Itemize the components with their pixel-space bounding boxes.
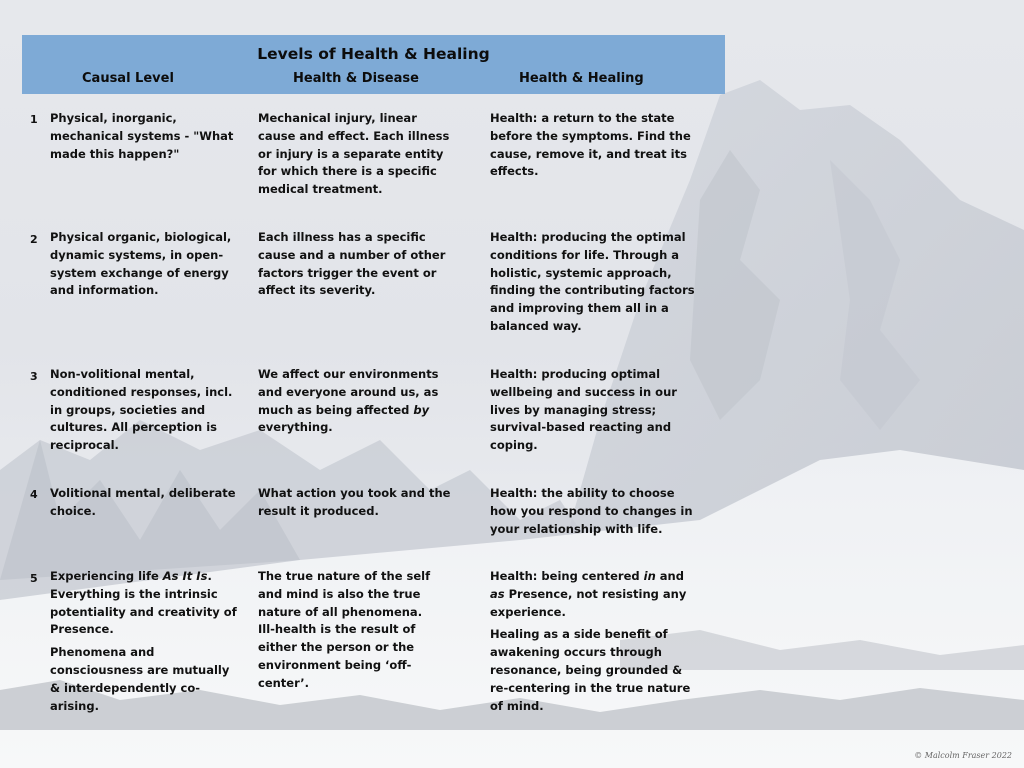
health-healing-text: Health: a return to the state before the symptoms. Find the cause, remove it, and treat its effects. [490,111,691,179]
page-title: Levels of Health & Healing [257,45,490,63]
column-header-causal-level: Causal Level [82,71,174,86]
row-number: 5 [30,572,38,585]
italic-text: as [490,586,505,601]
health-disease-paragraph: The true nature of the self and mind is also the true nature of all phenomena. [258,569,431,619]
health-disease-text: Each illness has a specific cause and a number of other factors trigger the event or affect its severity. [258,230,446,298]
row-number: 1 [30,113,38,126]
health-healing-text: Health: producing optimal wellbeing and success in our lives by managing stress; survival-based reacting and coping. [490,367,677,453]
text-span: Experiencing life [50,569,163,583]
causal-level-text [50,568,240,715]
health-healing-text: Health: the ability to choose how you respond to changes in your relationship with life. [490,486,693,536]
text-span: . Everything is the intrinsic potentiality and creativity of Presence. [50,569,237,637]
health-disease-paragraph-2: Ill-health is the result of either the person or the environment being ‘off-center’. [258,622,416,690]
copyright-notice: © Malcolm Fraser 2022 [914,751,1012,760]
health-healing-paragraph [490,568,700,621]
table-header [22,35,725,94]
causal-level-paragraph-2: Phenomena and consciousness are mutually & interdependently co-arising. [50,645,230,713]
italic-text: As It Is [162,569,208,583]
column-header-health-disease: Health & Disease [293,71,419,86]
health-disease-text [258,568,458,693]
causal-level-text: Non-volitional mental, conditioned responses, incl. in groups, societies and cultures. All perception is reciprocal. [50,367,233,453]
health-disease-text: What action you took and the result it produced. [258,486,451,518]
text-span: and [655,569,684,583]
row-number: 3 [30,370,38,383]
text-span: Health: being centered [490,569,644,583]
row-number: 2 [30,233,38,246]
causal-level-text: Volitional mental, deliberate choice. [50,486,236,518]
text-span: We affect our environments and everyone around us, as much as being affected [258,367,439,417]
causal-level-paragraph [50,568,240,639]
health-disease-text [258,366,458,437]
italic-text: in [643,569,656,583]
health-healing-text [490,568,700,715]
health-healing-paragraph-2: Healing as a side benefit of awakening occurs through resonance, being grounded & re-centering in the true nature of mind. [490,627,691,713]
health-disease-text: Mechanical injury, linear cause and effect. Each illness or injury is a separate entity for which there is a specific medical treatment. [258,111,450,197]
row-number: 4 [30,488,38,501]
text-span: everything. [258,420,333,435]
text-span: Presence, not resisting any experience. [490,586,687,619]
column-header-health-healing: Health & Healing [519,71,644,86]
italic-text: by [413,402,430,417]
causal-level-text: Physical organic, biological, dynamic systems, in open-system exchange of energy and information. [50,230,232,298]
health-healing-text: Health: producing the optimal conditions for life. Through a holistic, systemic approach, finding the contributing factors and improving them all in a balanced way. [490,230,695,333]
causal-level-text: Physical, inorganic, mechanical systems - "What made this happen?" [50,111,234,161]
